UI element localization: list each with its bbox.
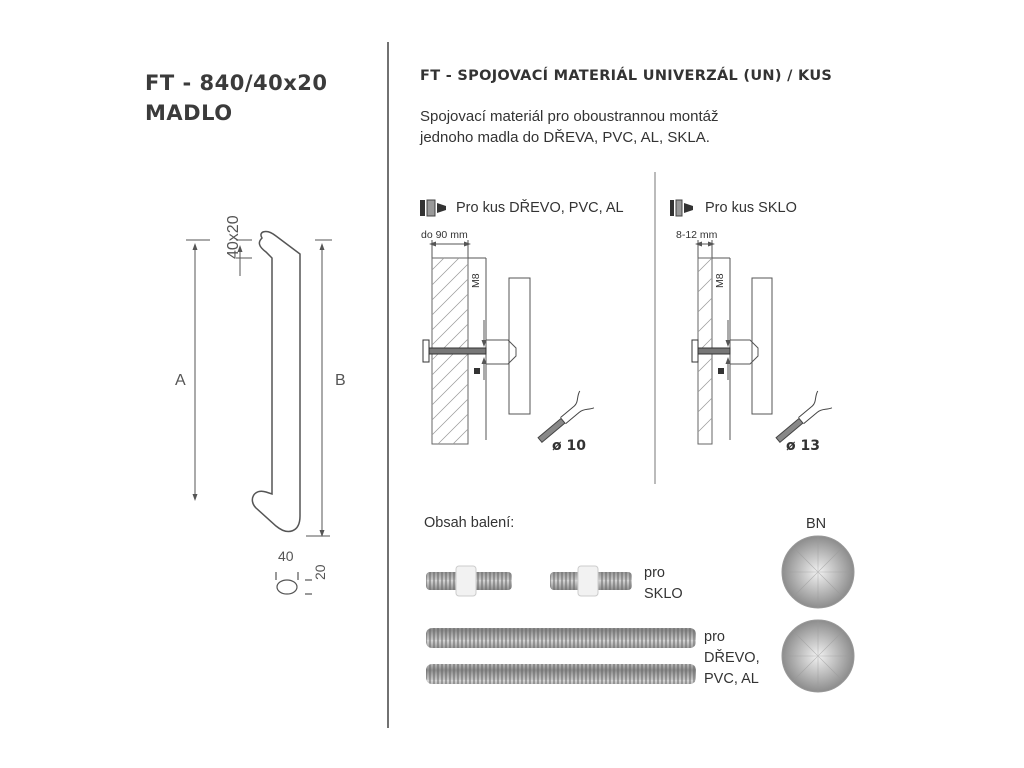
handle-outline xyxy=(252,232,300,532)
dimension-b-line xyxy=(306,240,332,536)
wood-kit-label-2: DŘEVO, xyxy=(704,650,760,666)
product-type: MADLO xyxy=(145,101,233,125)
glass-kit-label-1: pro xyxy=(644,565,665,581)
wood-rod-2 xyxy=(426,664,696,684)
package-heading: Obsah balení: xyxy=(424,515,515,531)
glass-panel-label: Pro kus SKLO xyxy=(705,200,797,216)
glass-bolt-2 xyxy=(550,566,632,596)
glass-thickness-label: 8-12 mm xyxy=(676,229,718,241)
product-code: FT - 840/40x20 xyxy=(145,71,328,95)
dim-top-label: 40x20 xyxy=(225,215,242,259)
wood-kit-label-1: pro xyxy=(704,629,725,645)
description-line-1: Spojovací materiál pro oboustrannou montáž xyxy=(420,108,719,125)
dimension-width-label: 40 xyxy=(278,548,294,564)
dimension-b-label: B xyxy=(335,372,346,389)
wood-drill-label: ø 10 xyxy=(552,438,586,454)
glass-kit-label xyxy=(644,563,683,605)
description-line-2: jednoho madla do DŘEVA, PVC, AL, SKLA. xyxy=(420,129,710,146)
glass-drill-label: ø 13 xyxy=(786,438,820,454)
glass-bolt-1 xyxy=(426,566,512,596)
wood-panel-label: Pro kus DŘEVO, PVC, AL xyxy=(456,200,624,216)
wood-kit-label-3: PVC, AL xyxy=(704,671,759,687)
wood-thread-label: M8 xyxy=(470,273,482,288)
rosette-1 xyxy=(782,536,854,608)
rosette-2 xyxy=(782,620,854,692)
cross-section-icon xyxy=(276,572,312,594)
accessory-title: FT - SPOJOVACÍ MATERIÁL UNIVERZÁL (UN) / KUS xyxy=(420,68,833,84)
glass-kit-label-2: SKLO xyxy=(644,586,683,602)
accessory-description xyxy=(420,106,719,148)
dimension-a-line xyxy=(186,240,210,498)
glass-thread-label: M8 xyxy=(714,273,726,288)
finish-label: BN xyxy=(806,516,827,532)
dimension-a-label: A xyxy=(175,372,186,389)
wood-kit-label xyxy=(704,627,760,690)
wood-thickness-label: do 90 mm xyxy=(421,229,468,241)
dimension-depth-label: 20 xyxy=(312,564,328,580)
wood-rod-1 xyxy=(426,628,696,648)
